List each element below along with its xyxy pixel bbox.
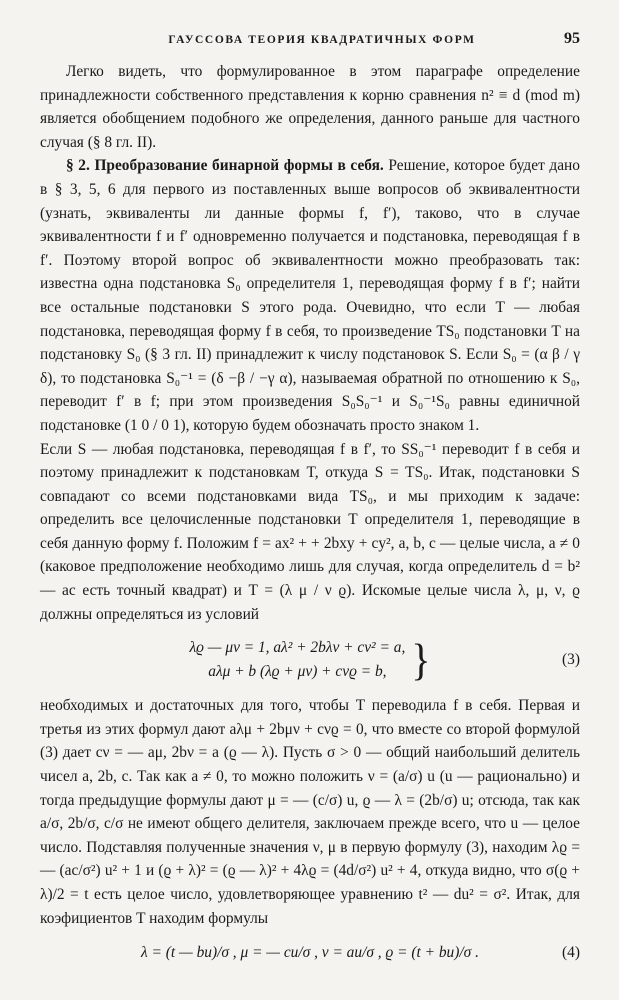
page — [40, 30, 580, 972]
page-header — [40, 30, 580, 60]
running-title: ГАУССОВА ТЕОРИЯ КВАДРАТИЧНЫХ ФОРМ — [168, 34, 476, 46]
equation-3 — [40, 632, 580, 688]
paragraph-substitutions: Если S — любая подстановка, переводящая f в f′, то SS₀⁻¹ переводит f в себя и поэтому принадлежит к подстановкам T, откуда S = TS₀. Итак, подстановки S совпадают со всеми подстановками вида TS₀, и мы приходим к задаче: определить все целочисленные подстановки T определителя 1, переводящие в себя данную форму f. Положим f = ax² + + 2bxy + cy², a, b, c — целые числа, a ≠ 0 (каковое предположение необходимо лишь для случая, когда определитель d = b² — ac есть точный квадрат) и T = (λ μ / ν ϱ). Искомые целые числа λ, μ, ν, ϱ должны определяться из условий — [40, 440, 580, 623]
paragraph-section-2 — [40, 154, 580, 437]
paragraph-derivation: необходимых и достаточных для того, чтобы T переводила f в себя. Первая и третья из этих формул дают aλμ + 2bμν + cνϱ = 0, что вместе со второй формулой (3) дает cν = — aμ, 2bν = a (ϱ — λ). Пусть σ > 0 — общий наибольший делитель чисел a, 2b, c. Так как a ≠ 0, то можно положить ν = (a/σ) u (u — рационально) и тогда предыдущие формулы дают μ = — (c/σ) u, ϱ — λ = (2b/σ) u; отсюда, так как a/σ, 2b/σ, c/σ не имеют общего делителя, заключаем прежде всего, что u — целое число. Подставляя полученные значения ν, μ в первую формулу (3), находим λϱ = — (ac/σ²) u² + 1 и (ϱ + λ)² = (ϱ — λ)² + 4λϱ = (4d/σ²) u² + 4, откуда видно, что σ(ϱ + λ)/2 = t есть целое число, удовлетворяющее уравнению t² — du² = σ². Итак, для коэфициентов T находим формулы — [40, 697, 580, 927]
section-heading: § 2. Преобразование бинарной формы в себя. — [66, 157, 384, 175]
equation-4-text: λ = (t — bu)/σ , μ = — cu/σ , ν = au/σ , ϱ = (t + bu)/σ . — [141, 944, 479, 962]
equation-4-label: (4) — [562, 944, 580, 962]
paragraph-intro: Легко видеть, что формулированное в этом параграфе определение принадлежности собственного представления к корню сравнения n² ≡ d (mod m) является обобщением подобного же определения, данного раньше для частного случая (§ 8 гл. II). — [40, 63, 580, 151]
section-2-text: Решение, которое будет дано в § 3, 5, 6 для первого из поставленных выше вопросов об эквивалентности (узнать, эквиваленты ли данные формы f, f′), таково, что в случае эквивалентности f и f′ одновременно получается и подстановка, переводящая f в f′. Поэтому второй вопрос об эквивалентности можно преобразовать так: известна одна подстановка S₀ определителя 1, переводящая форму f в f′; найти все остальные подстановки S этого рода. Очевидно, что если T — любая подстановка, переводящая форму f в себя, то произведение TS₀ подстановки T на подстановку S₀ (§ 3 гл. II) принадлежит к числу подстановок S. Если S₀ = (α β / γ δ), то подстановка S₀⁻¹ = (δ −β / −γ α), называемая обратной по отношению к S₀, переводит f′ в f; при этом произведения S₀S₀⁻¹ и S₀⁻¹S₀ равны единичной подстановке (1 0 / 0 1), которую будем обозначать просто знаком 1. — [40, 157, 580, 434]
equation-3-line-1: λϱ — μν = 1, aλ² + 2bλν + cν² = a, — [189, 639, 406, 657]
equation-3-label: (3) — [562, 651, 580, 669]
page-number: 95 — [564, 30, 580, 47]
right-brace: } — [411, 634, 431, 685]
equation-3-line-2: aλμ + b (λϱ + μν) + cνϱ = b, — [208, 663, 387, 681]
equation-4 — [40, 934, 580, 972]
body-text — [40, 60, 580, 972]
